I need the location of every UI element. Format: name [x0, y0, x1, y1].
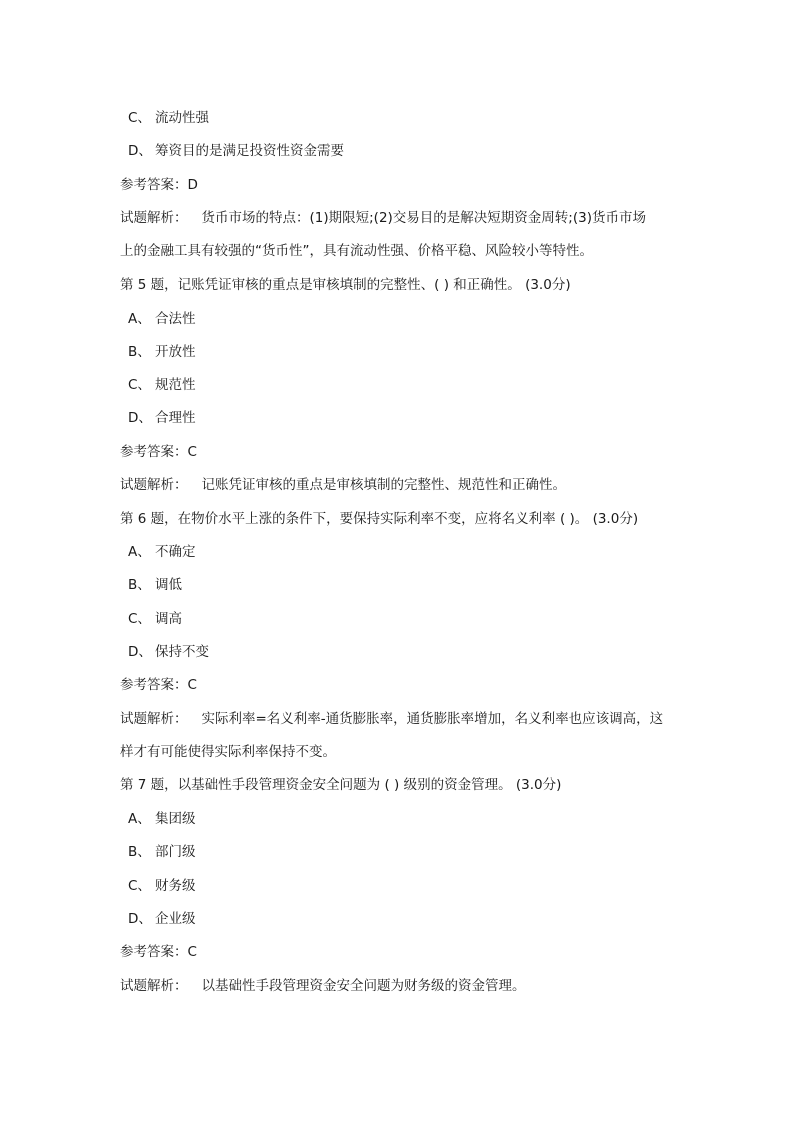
explanation	[120, 977, 526, 995]
explanation-text: 记账凭证审核的重点是审核填制的完整性、规范性和正确性。	[201, 477, 566, 493]
question-6-stem: 第 6 题，在物价水平上涨的条件下，要保持实际利率不变，应将名义利率 ( )。 (3.0分)	[120, 511, 639, 527]
explanation-text: 以基础性手段管理资金安全问题为财务级的资金管理。	[201, 978, 526, 994]
option-b	[128, 343, 196, 361]
option-letter: D、	[128, 143, 152, 159]
question-7-stem: 第 7 题，以基础性手段管理资金安全问题为 ( ) 级别的资金管理。 (3.0分)	[120, 777, 562, 793]
option-text: 筹资目的是满足投资性资金需要	[155, 143, 344, 159]
option-letter: D、	[128, 410, 152, 426]
option-letter: B、	[128, 577, 151, 593]
explanation-label: 试题解析：	[120, 477, 188, 493]
explanation-text: 实际利率=名义利率-通货膨胀率，通货膨胀率增加，名义利率也应该调高，这	[201, 711, 664, 727]
option-text: 规范性	[155, 377, 196, 393]
explanation-text: 货币市场的特点：(1)期限短;(2)交易目的是解决短期资金周转;(3)货币市场	[201, 210, 646, 226]
option-text: 合法性	[155, 311, 196, 327]
answer-label: 参考答案：	[120, 444, 188, 460]
option-letter: B、	[128, 344, 151, 360]
explanation	[120, 710, 663, 728]
option-letter: C、	[128, 377, 151, 393]
explanation-continued: 上的金融工具有较强的“货币性”，具有流动性强、价格平稳、风险较小等特性。	[120, 243, 593, 259]
option-text: 调高	[155, 611, 182, 627]
option-d	[128, 142, 344, 160]
option-text: 保持不变	[155, 644, 209, 660]
explanation-label: 试题解析：	[120, 978, 188, 994]
option-c	[128, 376, 196, 394]
option-text: 流动性强	[155, 110, 209, 126]
option-a	[128, 543, 196, 561]
option-b	[128, 843, 196, 861]
option-d	[128, 643, 209, 661]
question-5-stem: 第 5 题，记账凭证审核的重点是审核填制的完整性、( ) 和正确性。 (3.0分)	[120, 277, 571, 293]
explanation-continued: 样才有可能使得实际利率保持不变。	[120, 744, 336, 760]
reference-answer	[120, 676, 197, 694]
answer-value: C	[187, 677, 197, 693]
reference-answer	[120, 943, 197, 961]
explanation	[120, 476, 566, 494]
option-text: 不确定	[155, 544, 196, 560]
option-letter: D、	[128, 644, 152, 660]
explanation-label: 试题解析：	[120, 210, 188, 226]
option-text: 调低	[155, 577, 182, 593]
option-text: 部门级	[155, 844, 196, 860]
option-letter: A、	[128, 311, 151, 327]
option-a	[128, 810, 196, 828]
explanation	[120, 209, 646, 227]
answer-value: D	[187, 177, 198, 193]
option-letter: C、	[128, 878, 151, 894]
option-letter: A、	[128, 811, 151, 827]
option-letter: D、	[128, 911, 152, 927]
answer-label: 参考答案：	[120, 177, 188, 193]
reference-answer	[120, 176, 198, 194]
option-letter: A、	[128, 544, 151, 560]
answer-label: 参考答案：	[120, 677, 188, 693]
reference-answer	[120, 443, 197, 461]
option-a	[128, 310, 196, 328]
answer-label: 参考答案：	[120, 944, 188, 960]
option-text: 开放性	[155, 344, 196, 360]
option-d	[128, 409, 196, 427]
answer-value: C	[187, 444, 197, 460]
option-d	[128, 910, 196, 928]
option-letter: C、	[128, 110, 151, 126]
option-c	[128, 877, 196, 895]
option-text: 合理性	[155, 410, 196, 426]
option-letter: C、	[128, 611, 151, 627]
option-c	[128, 109, 209, 127]
answer-value: C	[187, 944, 197, 960]
option-c	[128, 610, 182, 628]
option-text: 集团级	[155, 811, 196, 827]
option-b	[128, 576, 182, 594]
option-text: 财务级	[155, 878, 196, 894]
option-letter: B、	[128, 844, 151, 860]
option-text: 企业级	[155, 911, 196, 927]
explanation-label: 试题解析：	[120, 711, 188, 727]
